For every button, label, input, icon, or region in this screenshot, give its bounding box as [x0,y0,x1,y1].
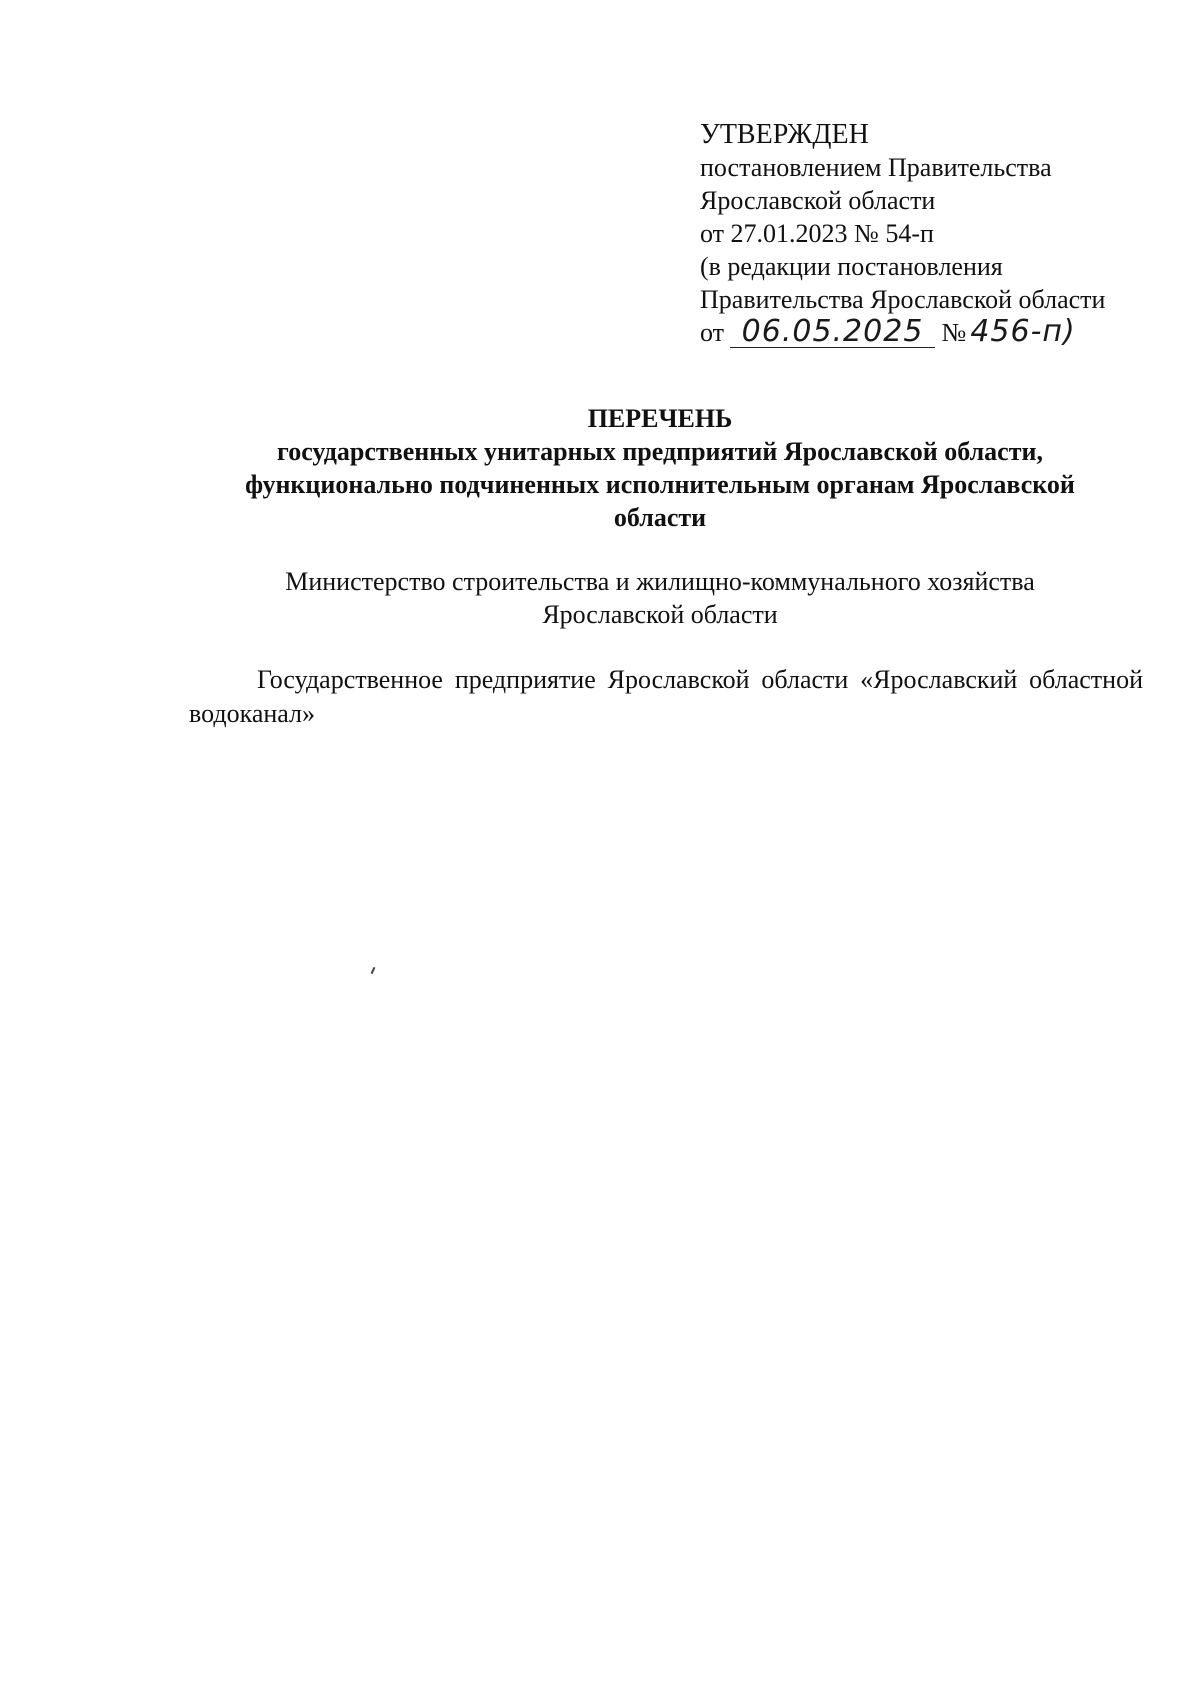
enterprise-entry: Государственное предприятие Ярославской области «Ярославский областной водоканал» [189,665,1143,728]
document-title [170,402,1150,534]
ministry-line: Министерство строительства и жилищно-коммунального хозяйства [285,567,1035,596]
approval-line: постановлением Правительства [700,153,1052,182]
title-line: государственных унитарных предприятий Ярославской области, [277,437,1043,466]
title-line: функционально подчиненных исполнительным органам Ярославской [245,470,1075,499]
title-heading: ПЕРЕЧЕНЬ [587,404,733,433]
approval-heading: УТВЕРЖДЕН [700,119,869,150]
approval-amendment-date-line [700,316,1170,349]
title-line: области [613,503,707,532]
ministry-name [170,565,1150,631]
ministry-line: Ярославской области [542,600,778,629]
scan-speck [371,967,376,974]
approval-line: (в редакции постановления [700,252,1003,281]
date-prefix: от [700,318,725,347]
approval-line: Ярославской области [700,186,936,215]
approval-line: Правительства Ярославской области [700,285,1106,314]
handwritten-number: 456-п) [970,314,1076,349]
number-sign: № [941,318,967,347]
approval-line: от 27.01.2023 № 54-п [700,219,934,248]
handwritten-date: 06.05.2025 [730,317,935,348]
approval-stamp-block [700,118,1170,349]
